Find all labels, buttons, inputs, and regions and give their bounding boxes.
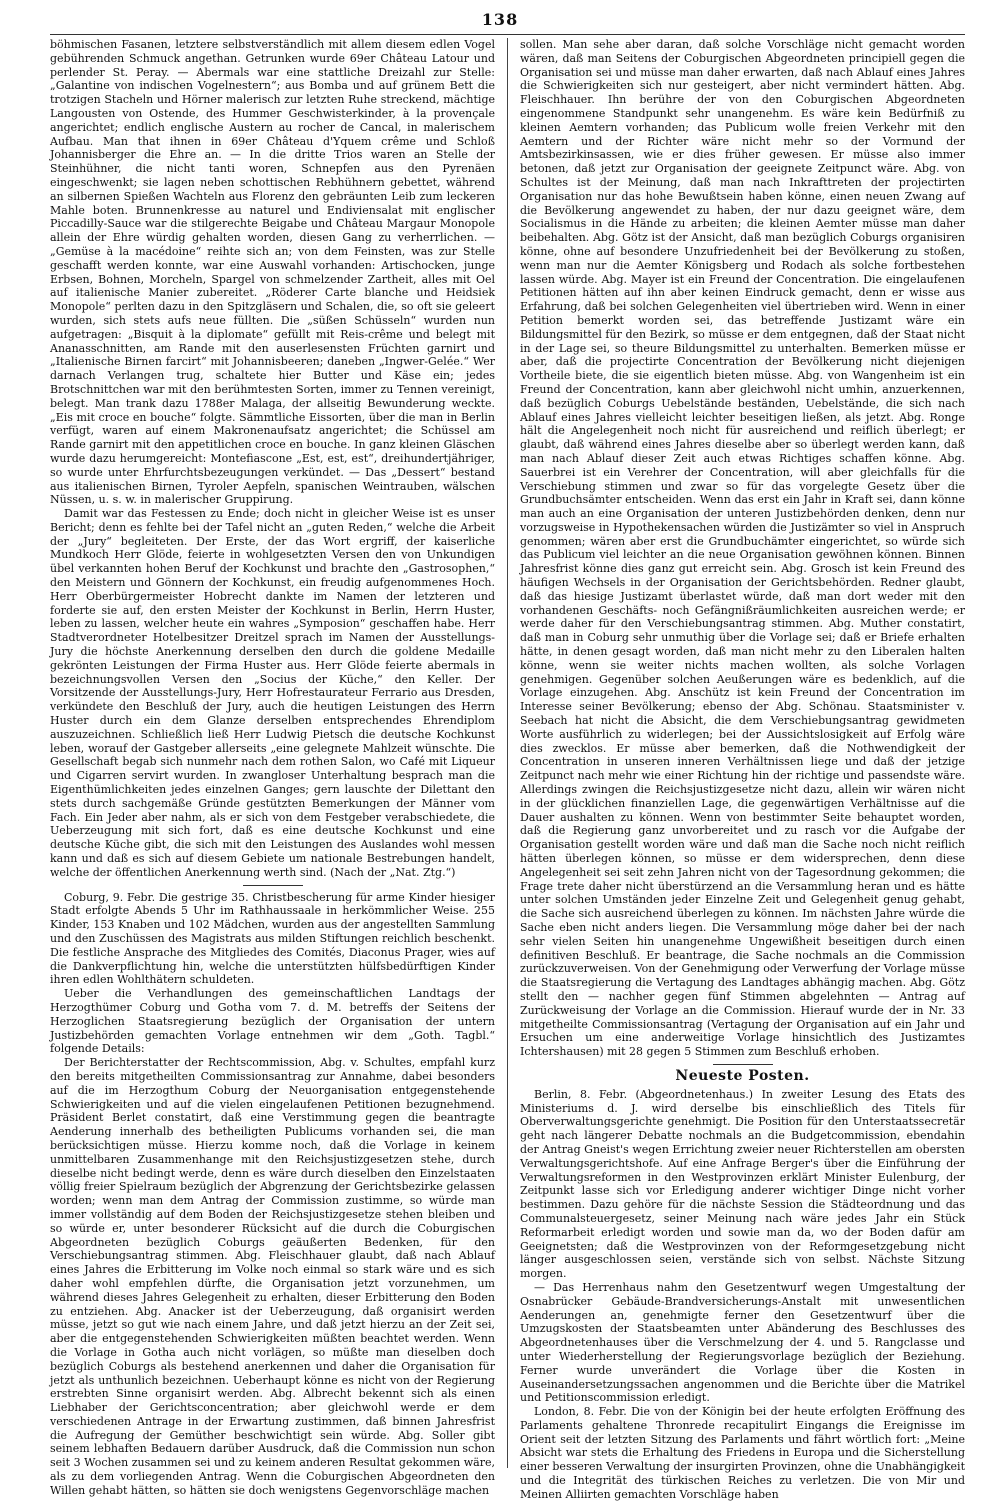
right-column (520, 38, 965, 1501)
news-item: Berlin, 8. Febr. (Abgeordnetenhaus.) In zweiter Lesung des Etats des Ministeriums d. J. wird derselbe bis einschließlich des Titels für Oberverwaltungsgerichte genehmigt. Die Position für den Unterstaatssecretär geht nach längerer Debatte nochmals an die Budgetcommission, ebendahin der Antrag Gneist's wegen Errichtung zweier neuer Richterstellen am obersten Verwaltungsgerichtshofe. Auf eine Anfrage Berger's über die Einführung der Verwaltungsreformen in den Westprovinzen erklärt Minister Eulenburg, der Zeitpunkt lasse sich vor Erledigung anderer wichtiger Dinge nicht vorher bestimmen. Dazu gehöre für die nächste Session die Städteordnung und das Communalsteuergesetz, seiner Meinung nach wäre jedes Jahr ein Stück Reformarbeit erledigt worden und sowie man da, wo der Boden dafür am Geeignetsten; daß die Westprovinzen von der Reformgesetzgebung nicht länger ausgeschlossen seien, verstände sich von selbst. Nächste Sitzung morgen. (520, 1087, 965, 1281)
article-separator (243, 885, 303, 886)
column-divider (507, 38, 508, 1468)
article-paragraph: böhmischen Fasanen, letztere selbstverständlich mit allem diesem edlen Vogel gebührenden Schmuck angethan. Getrunken wurde 69er Château Latour und perlender St. Peray. — Abermals war eine stattliche Dreizahl zur Stelle: „Galantine von indischen Vogelnestern“; aus Bomba und auf grünem Bett die trotzigen Stacheln und Hörner malerisch zur letzten Ruhe streckend, mächtige Langousten von Ostende, des Hummer Geschwisterkinder, à la provençale angerichtet; endlich englische Austern au rocher de Cancal, in malerischem Aufbau. Man that ihnen in 69er Château d'Yquem crême und Schloß Johannisberger die Ehre an. — In die dritte Trios waren an Stelle der Steinhühner, die nicht tanti woren, Schnepfen aus den Pyrenäen eingeschwenkt; sie lagen neben schottischen Rebhühnern gebettet, während an silbernen Spießen Wachteln aus Florenz den gebräunten Leib zum leckeren Mahle boten. Brunnenkresse au naturel und Endiviensalat mit englischer Piccadilly-Sauce war die stilgerechte Beigabe und Château Margaur Monopole allein der Ehre würdig gehalten worden, diesen Gang zu verherrlichen. — „Gemüse à la macédoine“ reihte sich an; von dem Feinsten, was zur Stelle geschafft werden konnte, war eine Auswahl vorhanden: Artischocken, junge Erbsen, Bohnen, Morcheln, Spargel von schmelzender Zartheit, alles mit Oel auf italienische Manier zubereitet. „Röderer Carte blanche und Heidsiek Monopole“ perlten dazu in den Spitzgläsern und Schalen, die, so oft sie geleert wurden, sich stets aufs neue füllten. Die „süßen Schüsseln“ wurden nun aufgetragen: „Bisquit à la diplomate“ gefüllt mit Reis-crême und belegt mit Ananasschnitten, am Rande mit den auserlesensten Früchten garnirt und „Italienische Birnen farcirt“ mit Johannisbeeren; daneben „Ingwer-Gelée.“ Wer darnach Verlangen trug, schaltete hier Butter und Käse ein; jedes Brotschnittchen war mit den berühmtesten Sorten, immer zu Tennen vereinigt, belegt. Man trank dazu 1788er Malaga, der allseitig Bewunderung weckte. „Eis mit croce en bouche“ folgte. Sämmtliche Eissorten, über die man in Berlin verfügt, waren auf einem Makronenaufsatz angerichtet; die Schüssel am Rande garnirt mit den appetitlichen croce en bouche. In ganz kleinen Gläschen wurde dazu herumgereicht: Montefiascone „Est, est, est“, dreihundertjähriger, so wurde unter Ehrfurchtsbezeugungen verkündet. — Das „Dessert“ bestand aus italienischen Birnen, Tyroler Aepfeln, spanischen Weintrauben, wälschen Nüssen, u. s. w. in malerischer Gruppirung. (50, 38, 495, 507)
header-rule (50, 34, 965, 35)
news-item: London, 8. Febr. Die von der Königin bei der heute erfolgten Eröffnung des Parlaments gehaltene Thronrede recapitulirt Eingangs die Ereignisse im Orient seit der letzten Sitzung des Parlaments und fährt wörtlich fort: „Meine Absicht war stets die Erhaltung des Friedens in Europa und die Sicherstellung einer besseren Verwaltung der insurgirten Provinzen, ohne die Unabhängigkeit und die Integrität des türkischen Reiches zu verletzen. Die von Mir und Meinen Alliirten gemachten Vorschläge haben (520, 1405, 965, 1501)
article-paragraph: sollen. Man sehe aber daran, daß solche Vorschläge nicht gemacht worden wären, daß man Seitens der Coburgischen Abgeordneten principiell gegen die Organisation sei und müsse man daher erwarten, daß nach Ablauf eines Jahres die Schwierigkeiten sich nur gesteigert, aber nicht vermindert hätten. Abg. Fleischhauer. Ihn berühre der von den Coburgischen Abgeordneten eingenommene Standpunkt sehr unangenehm. Es wäre kein Bedürfniß zu kleinen Aemtern vorhanden; das Publicum wolle freien Verkehr mit den Aemtern und der Richter wäre nicht mehr so der Vormund der Amtsbezirkinsassen, wie er dies früher gewesen. Er müsse also immer betonen, daß jetzt zur Organisation der geeignete Zeitpunct wäre. Abg. von Schultes ist der Meinung, daß man nach Inkrafttreten der projectirten Organisation nur das hohe Bewußtsein haben könne, einen neuen Zwang auf die Bevölkerung angewendet zu haben, der nur dazu geeignet wäre, dem Socialismus in die Hände zu arbeiten; die kleinen Aemter müsse man daher beibehalten. Abg. Götz ist der Ansicht, daß man bezüglich Coburgs organisiren könne, ohne auf besondere Unzufriedenheit bei der Bevölkerung zu stoßen, wenn man nur die Aemter Königsberg und Rodach als solche fortbestehen lassen würde. Abg. Mayer ist ein Freund der Concentration. Die eingelaufenen Petitionen hätten auf ihn aber keinen Eindruck gemacht, denn er wisse aus Erfahrung, daß bei solchen Gelegenheiten viel übertrieben wird. Wenn in einer Petition bemerkt worden sei, das betreffende Justizamt wäre ein Bildungsmittel für den Bezirk, so müsse er dem entgegnen, daß der Staat nicht in der Lage sei, so theure Bildungsmittel zu unterhalten. Bemerken müsse er aber, daß die projectirte Concentration der Bevölkerung nicht diejenigen Vortheile biete, die sie eigentlich bieten müsse. Abg. von Wangenheim ist ein Freund der Concentration, kann aber gleichwohl nicht umhin, anzuerkennen, daß bezüglich Coburgs Uebelstände beständen, Uebelstände, die sich nach Ablauf eines Jahres vielleicht leichter beseitigen ließen, als jetzt. Abg. Ronge hält die Angelegenheit noch nicht für ausreichend und reiflich überlegt; er glaubt, daß während eines Jahres dieselbe aber so überlegt werden kann, daß man nach Ablauf dieser Zeit auch etwas Richtiges schaffen könne. Abg. Sauerbrei ist ein Verehrer der Concentration, will aber gleichfalls für die Verschiebung stimmen und zwar so für das vorgelegte Gesetz über die Grundbuchsämter entscheiden. Wenn das erst ein Jahr in Kraft sei, dann könne man auch an eine Organisation der unteren Justizbehörden denken, denn nur vorzugsweise in Hypothekensachen würden die Justizämter so viel in Anspruch genommen; wären aber erst die Grundbuchämter eingerichtet, so würde sich das Publicum viel leichter an die neue Organisation gewöhnen können. Binnen Jahresfrist könne dies ganz gut erreicht sein. Abg. Grosch ist kein Freund des häufigen Wechsels in der Organisation der Gerichtsbehörden. Redner glaubt, daß das hiesige Justizamt überlastet würde, daß man dort weder mit den vorhandenen Geschäfts- noch Gefängnißräumlichkeiten ausreichen werde; er werde daher für den Verschiebungsantrag stimmen. Abg. Muther constatirt, daß man in Coburg sehr unmuthig über die Vorlage sei; daß er Briefe erhalten hätte, in denen gesagt worden, daß man nicht mehr zu den Liberalen halten könne, wenn sie weiter nichts machen wollten, als solche Vorlagen genehmigen. Gegenüber solchen Aeußerungen wäre es bedenklich, auf die Vorlage einzugehen. Abg. Anschütz ist kein Freund der Concentration im Interesse seiner Bevölkerung; ebenso der Abg. Schönau. Staatsminister v. Seebach hat nicht die Absicht, die dem Verschiebungsantrag gewidmeten Worte ausführlich zu widerlegen; bei der Aussichtslosigkeit auf Erfolg wäre dies zwecklos. Er müsse aber bemerken, daß die Nothwendigkeit der Concentration in unseren inneren Verhältnissen liege und daß der jetzige Zeitpunct nach mehr wie einer Richtung hin der richtige und passendste wäre. Allerdings zwingen die Reichsjustizgesetze nicht dazu, allein wir wären nicht in der glücklichen finanziellen Lage, die gegenwärtigen Verhältnisse auf die Dauer aushalten zu können. Wenn von bestimmter Seite behauptet worden, daß die Regierung ganz unvorbereitet und zu rasch vor die Aufgabe der Organisation gestellt worden wäre und daß man die Sache noch nicht reiflich hätten überlegen können, so müsse er dem widersprechen, denn diese Angelegenheit sei seit zehn Jahren nicht von der Tagesordnung gekommen; die Frage trete daher nicht überstürzend an die Versammlung heran und es hätte unter solchen Umständen jeder Einzelne Zeit und Gelegenheit genug gehabt, die Sache sich ausreichend überlegen zu können. Im nächsten Jahre würde die Sache eben nicht anders liegen. Die Versammlung möge daher bei der nach sehr vielen Seiten hin unangenehme Ungewißheit beseitigen durch einen definitiven Beschluß. Er beantrage, die Sache nochmals an die Commission zurückzuverweisen. Von der Genehmigung oder Verwerfung der Vorlage müsse die Staatsregierung die Vertagung des Landtages abhängig machen. Abg. Götz stellt den — nachher gegen fünf Stimmen abgelehnten — Antrag auf Zurückweisung der Vorlage an die Commission. Hierauf wurde der in Nr. 33 mitgetheilte Commissionsantrag (Vertagung der Organisation auf ein Jahr und Ersuchen um eine anderweitige Vorlage hinsichtlich des Justizamtes Ichtershausen) mit 28 gegen 5 Stimmen zum Beschluß erhoben. (520, 38, 965, 1059)
left-column (50, 38, 495, 1497)
section-separator (713, 1064, 773, 1065)
section-heading: Neueste Posten. (675, 1067, 810, 1084)
article-paragraph: Coburg, 9. Febr. Die gestrige 35. Christbescherung für arme Kinder hiesiger Stadt erfolgte Abends 5 Uhr im Rathhaussaale in herkömmlicher Weise. 255 Kinder, 153 Knaben und 102 Mädchen, wurden aus der angestellten Sammlung und den Zuschüssen des Magistrats aus milden Stiftungen reichlich beschenkt. Die festliche Ansprache des Mitgliedes des Comités, Diaconus Prager, wies auf die Dankverpflichtung hin, welche die unterstützten hülfsbedürftigen Kinder ihren edlen Wohlthätern schuldeten. (50, 890, 495, 987)
page-number: 138 (481, 10, 519, 29)
article-paragraph: Der Berichterstatter der Rechtscommission, Abg. v. Schultes, empfahl kurz den bereits mitgetheilten Commissionsantrag zur Annahme, dabei besonders auf die im Herzogthum Coburg der Neuorganisation entgegenstehende Schwierigkeiten und auf die vielen eingelaufenen Petitionen bezugnehmend. Präsident Berlet constatirt, daß eine Verstimmung gegen die beantragte Aenderung innerhalb des betheiligten Publicums vorhanden sei, die man berücksichtigen müsse. Hierzu komme noch, daß die Vorlage in keinem unmittelbaren Zusammenhange mit den Reichsjustizgesetzen stehe, durch dieselbe nicht bedingt werde, denn es wäre durch dieselben den Einzelstaaten völlig freier Spielraum bezüglich der Abgrenzung der Gerichtsbezirke gelassen worden; wenn man dem Antrag der Commission zustimme, so würde man immer vollständig auf dem Boden der Reichsjustizgesetze stehen bleiben und so würde er, unter besonderer Rücksicht auf die durch die Coburgischen Abgeordneten bezüglich Coburgs geäußerten Bedenken, für den Verschiebungsantrag stimmen. Abg. Fleischhauer glaubt, daß nach Ablauf eines Jahres die Erbitterung im Volke noch einmal so stark wäre und es sich daher wohl empfehlen dürfte, die Organisation jetzt vorzunehmen, um während dieses Jahres Gelegenheit zu erhalten, dieser Erbitterung den Boden zu entziehen. Abg. Anacker ist der Ueberzeugung, daß organisirt werden müsse, jetzt so gut wie nach einem Jahre, und daß jetzt hierzu an der Zeit sei, aber die entgegenstehenden Schwierigkeiten müßten beachtet werden. Wenn die Vorlage in Gotha auch nicht vorlägen, so müßte man dieselben doch bezüglich Coburgs als bestehend anerkennen und daher die Organisation für jetzt als unthunlich bezeichnen. Ueberhaupt könne es nicht von der Regierung erstrebten Sinne organisirt werden. Abg. Albrecht bekennt sich als einen Liebhaber der Gerichtsconcentration; aber gleichwohl werde er dem verschiedenen Antrage in der Erwartung zustimmen, daß binnen Jahresfrist die Aufregung der Gemüther beschwichtigt sein würde. Abg. Soller gibt seinem lebhaften Bedauern darüber Ausdruck, daß die Commission nun schon seit 3 Wochen zusammen sei und zu keinem anderen Resultat gekommen wäre, als zu dem vorliegenden Antrag. Wenn die Coburgischen Abgeordneten den Willen gehabt hätten, so hätten sie doch wenigstens Gegenvorschläge machen (50, 1056, 495, 1497)
article-paragraph: Ueber die Verhandlungen des gemeinschaftlichen Landtags der Herzogthümer Coburg und Gotha vom 7. d. M. betreffs der Seitens der Herzoglichen Staatsregierung bezüglich der Organisation der untern Justizbehörden gemachten Vorlage entnehmen wir dem „Goth. Tagbl.“ folgende Details: (50, 987, 495, 1056)
news-item: — Das Herrenhaus nahm den Gesetzentwurf wegen Umgestaltung der Osnabrücker Gebäude-Brandversicherungs-Anstalt mit unwesentlichen Aenderungen an, genehmigte ferner den Gesetzentwurf über die Umzugskosten der Staatsbeamten unter Abänderung des Beschlusses des Abgeordnetenhauses über die Verschmelzung der 4. und 5. Rangclasse und unter Wiederherstellung der Regierungsvorlage bezüglich der Beziehung. Ferner wurde unverändert die Vorlage über die Kosten in Auseinandersetzungssachen angenommen und die Berichte über die Matrikel und Petitionscommission erledigt. (520, 1280, 965, 1405)
article-paragraph: Damit war das Festessen zu Ende; doch nicht in gleicher Weise ist es unser Bericht; denn es fehlte bei der Tafel nicht an „guten Reden,“ welche die Arbeit der „Jury“ begleiteten. Der Erste, der das Wort ergriff, der kaiserliche Mundkoch Herr Glöde, feierte in wohlgesetzten Versen den von Unkundigen übel verkannten hohen Beruf der Kochkunst und brachte den „Gastrosophen,“ den Meistern und Gönnern der Kochkunst, ein freudig aufgenommenes Hoch. Herr Oberbürgermeister Hobrecht dankte im Namen der letzteren und forderte sie auf, den ersten Meister der Kochkunst in Berlin, Herrn Huster, leben zu lassen, welcher heute ein wahres „Symposion“ geschaffen habe. Herr Stadtverordneter Hotelbesitzer Dreitzel sprach im Namen der Ausstellungs-Jury die höchste Anerkennung derselben den durch die goldene Medaille gekrönten Leistungen der Firma Huster aus. Herr Glöde feierte abermals in bezeichnungsvollen Versen den „Socius der Küche,“ den Keller. Der Vorsitzende der Ausstellungs-Jury, Herr Hofrestaurateur Ferrario aus Dresden, verkündete den Beschluß der Jury, auch die heutigen Leistungen des Herrn Huster durch ein dem Glanze derselben entsprechendes Ehrendiplom auszuzeichnen. Schließlich ließ Herr Ludwig Pietsch die deutsche Kochkunst leben, worauf der Gastgeber allerseits „eine gelegnete Mahlzeit wünschte. Die Gesellschaft begab sich nunmehr nach dem rothen Salon, wo Café mit Liqueur und Cigarren servirt wurden. In zwangloser Unterhaltung besprach man die Eigenthümlichkeiten jedes einzelnen Ganges; gern lauschte der Dilettant den stets durch sachgemäße Gründe gestützten Bemerkungen der Männer vom Fach. Ein Jeder aber nahm, als er sich von dem Festgeber verabschiedete, die Ueberzeugung mit sich fort, daß es eine deutsche Kochkunst und eine deutsche Küche gibt, die sich mit den Leistungen des Auslandes wohl messen kann und daß es sich auf diesem Gebiete um nationale Bestrebungen handelt, welche der öffentlichen Anerkennung werth sind. (Nach der „Nat. Ztg.“) (50, 507, 495, 879)
